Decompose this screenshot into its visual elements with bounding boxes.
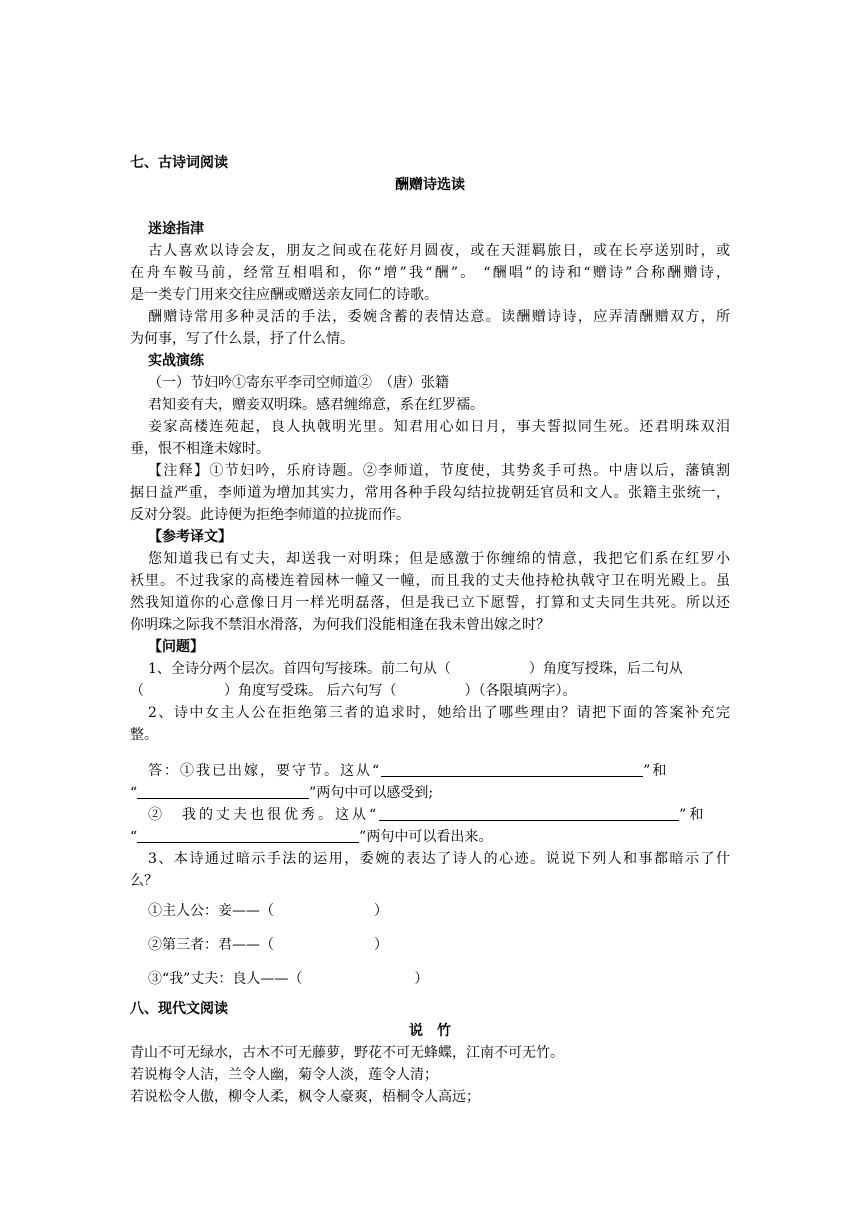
question-1-text: ）（各限填两字）。 [464,683,577,699]
guide-paragraph-line: 古人喜欢以诗会友，朋友之间或在花好月圆夜，或在天涯羁旅日，或在长亭送别时，或 [148,243,730,259]
hint-text: ） [374,937,388,953]
guide-paragraph-line: 酬赠诗常用多种灵活的手法，委婉含蓄的表情达意。读酬赠诗诗，应弄清酬赠双方，所 [148,309,730,325]
translation-line: 然我知道你的心意像日月一样光明磊落，但是我已立下愿誓，打算和丈夫同生共死。所以还 [130,595,730,611]
translation-line: 你明珠之际我不禁泪水滑落，为何我们没能相逢在我未曾出嫁之时？ [130,617,550,633]
question-2-line: 整。 [130,727,158,743]
article-title-poems: 酬赠诗选读 [395,177,465,193]
question-1-text: 1、全诗分两个层次。首四句写接珠。前二句从（ [148,661,451,677]
hint-text: ②第三者：君——（ [148,937,274,953]
poem-line: 垂，恨不相逢未嫁时。 [130,441,270,457]
practice-heading: 实战演练 [148,353,204,369]
answer-1-text: ”和 [643,763,669,779]
poem-title: （一）节妇吟①寄东平李司空师道② （唐）张籍 [148,375,449,391]
prose-line: 青山不可无绿水，古木不可无藤萝，野花不可无蜂蝶，江南不可无竹。 [130,1045,564,1061]
answer-1-text: 答：①我已出嫁，要守节。这从“ [148,763,382,779]
guide-paragraph-line: 为何事，写了什么景，抒了什么情。 [130,331,354,347]
guide-paragraph-line: 在舟车鞍马前，经常互相唱和，你“增”我“酬”。 “酬唱”的诗和“赠诗”合称酬赠诗， [130,265,730,281]
hint-text: ） [374,903,388,919]
question-1-text: （ [130,683,144,699]
poem-line: 君知妾有夫，赠妾双明珠。感君缠绵意，系在红罗襦。 [148,397,484,413]
answer-blank[interactable] [381,762,643,777]
answer-1-line [130,782,730,804]
answer-2-text: “ [130,829,138,845]
notes-line: 【注释】①节妇吟，乐府诗题。②李师道，节度使，其势炙手可热。中唐以后，藩镇割 [148,463,730,479]
answer-blank[interactable] [137,784,309,799]
answer-blank[interactable] [379,806,679,821]
answer-1-text: “ [130,785,138,801]
answer-1-line [148,760,748,782]
guide-heading: 迷途指津 [148,221,204,237]
question-1-line [130,680,730,702]
question-2-line: 2、诗中女主人公在拒绝第三者的追求时，她给出了哪些理由？请把下面的答案补充完 [148,705,730,721]
section-heading-7: 七、古诗词阅读 [130,155,228,171]
prose-line: 若说松令人傲，柳令人柔，枫令人豪爽，梧桐令人高远； [130,1089,480,1105]
hint-text: ①主人公：妾——（ [148,903,274,919]
answer-2-line [130,826,730,848]
hint-text: ③“我”丈夫：良人——（ [148,971,303,987]
hint-line-3 [148,968,748,990]
guide-paragraph-line: 是一类专门用来交往应酬或赠送亲友同仁的诗歌。 [130,287,438,303]
prose-line: 若说梅令人洁，兰令人幽，菊令人淡，莲令人清； [130,1067,438,1083]
answer-2-text: ② 我的丈夫也很优秀。这从“ [148,807,380,823]
notes-line: 反对分裂。此诗便为拒绝李师道的拉拢而作。 [130,507,410,523]
hint-line-1 [148,900,748,922]
questions-heading: 【问题】 [148,639,204,655]
question-3-line: 3、本诗通过暗示手法的运用，委婉的表达了诗人的心迹。说说下列人和事都暗示了什 [148,851,730,867]
answer-2-text: ”和 [679,807,707,823]
article-title-bamboo: 说 竹 [409,1023,451,1039]
question-3-line: 么？ [130,873,158,889]
translation-line: 您知道我已有丈夫，却送我一对明珠；但是感激于你缠绵的情意，我把它们系在红罗小 [148,551,730,567]
question-1-text: ）角度写授珠，后二句从 [528,661,683,677]
translation-heading: 【参考译文】 [148,529,232,545]
question-1-text: ）角度写受珠。 后六句写（ [224,683,397,699]
answer-2-text: ”两句中可以看出来。 [359,829,493,845]
hint-text: ） [414,971,429,987]
section-heading-8: 八、现代文阅读 [130,1001,228,1017]
question-1-line [148,658,748,680]
poem-line: 妾家高楼连苑起，良人执戟明光里。知君用心如日月，事夫誓拟同生死。还君明珠双泪 [148,419,730,435]
answer-blank[interactable] [137,828,359,843]
translation-line: 袄里。不过我家的高楼连着园林一幢又一幢，而且我的丈夫他持枪执戟守卫在明光殿上。虽 [130,573,730,589]
hint-line-2 [148,934,748,956]
notes-line: 据日益严重，李师道为增加其实力，常用各种手段勾结拉拢朝廷官员和文人。张籍主张统一， [130,485,730,501]
answer-2-line [148,804,748,826]
answer-1-text: ”两句中可以感受到; [309,785,434,801]
